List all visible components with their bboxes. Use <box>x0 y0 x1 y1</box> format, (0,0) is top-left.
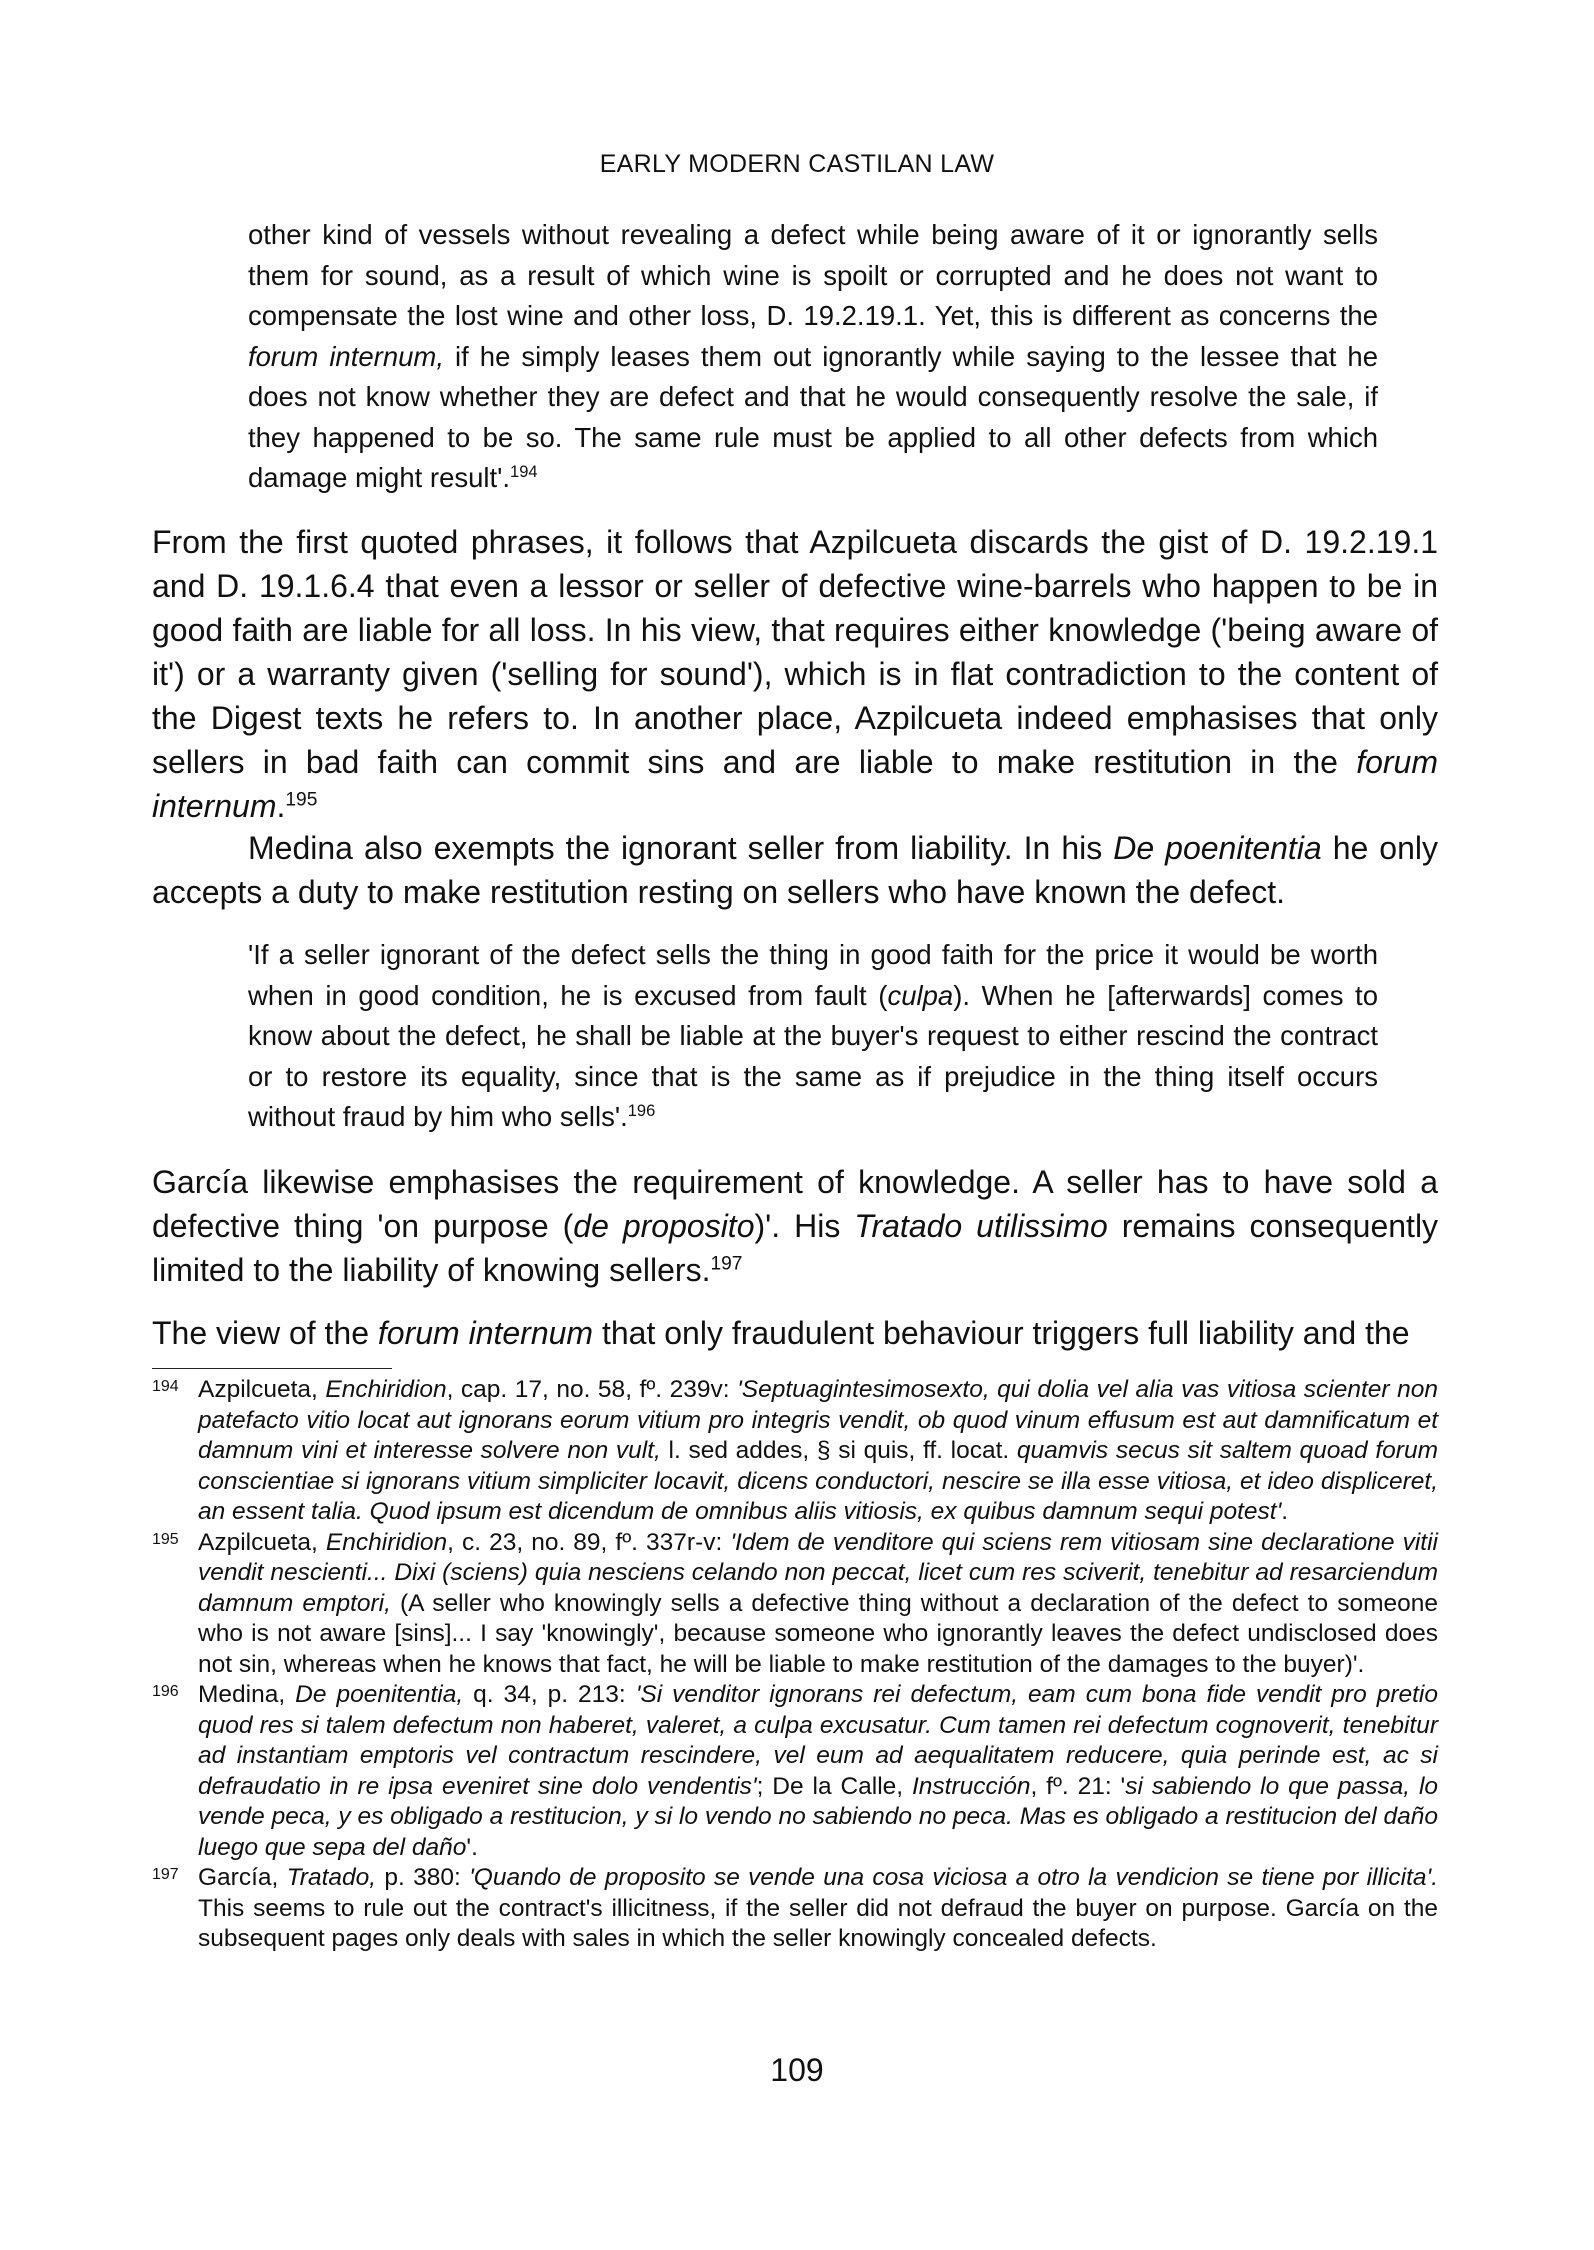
footnote-194: 194 Azpilcueta, Enchiridion, cap. 17, no. 58, fº. 239v: 'Septuagintesimosexto, qui dolia vel alia vas vitiosa scienter non patefacto vitio locat aut ignorans eorum vitium pro integris vendit, ob quod vinum effusum est aut damnificatum et damnum vini et interesse solvere non vult, l. sed addes, § si quis, ff. locat. quamvis secus sit saltem quoad forum conscientiae si ignorans vitium simpliciter locavit, dicens conductori, nescire se illa esse vitiosa, et ideo displiceret, an essent talia. Quod ipsum est dicendum de omnibus aliis vitiosis, ex quibus damnum sequi potest'. <box>152 1375 1438 1528</box>
footnotes <box>152 1375 1438 1955</box>
footnote-196: 196 Medina, De poenitentia, q. 34, p. 213: 'Si venditor ignorans rei defectum, eam cum bona fide vendit pro pretio quod res si talem defectum non haberet, valeret, a culpa excusatur. Cum tamen rei defectum cognoverit, tenebitur ad instantiam emptoris vel contractum rescindere, vel eum ad aequalitatem reducere, quia perinde est, ac si defraudatio in re ipsa eveniret sine dolo vendentis'; De la Calle, Instrucción, fº. 21: 'si sabiendo lo que passa, lo vende peca, y es obligado a restitucion, y si lo vendo no sabiendo no peca. Mas es obligado a restitucion del daño luego que sepa del daño'. <box>152 1680 1438 1863</box>
footnote-number: 197 <box>152 1866 179 1883</box>
footnote-197: 197 García, Tratado, p. 380: 'Quando de proposito se vende una cosa viciosa a otro la vendicion se tiene por illicita'. This seems to rule out the contract's illicitness, if the seller did not defraud the buyer on purpose. García on the subsequent pages only deals with sales in which the seller knowingly concealed defects. <box>152 1863 1438 1955</box>
block-quote-1: other kind of vessels without revealing a defect while being aware of it or ignorantly sells them for sound, as a result of which wine is spoilt or corrupted and he does not want to compensate the lost wine and other loss, D. 19.2.19.1. Yet, this is different as concerns the forum internum, if he simply leases them out ignorantly while saying to the lessee that he does not know whether they are defect and that he would consequently resolve the sale, if they happened to be so. The same rule must be applied to all other defects from which damage might result'.$^{194}$ <box>248 219 1379 493</box>
footnote-195: 195 Azpilcueta, Enchiridion, c. 23, no. 89, fº. 337r-v: 'Idem de venditore qui sciens rem vitiosam sine declaratione vitii vendit nescienti... Dixi (sciens) quia nesciens celando non peccat, licet cum res sciverit, tenebitur ad resarciendum damnum emptori, (A seller who knowingly sells a defective thing without a declaration of the defect to someone who is not aware [sins]... I say 'knowingly', because someone who ignorantly leaves the defect undisclosed does not sin, whereas when he knows that fact, he will be liable to make restitution of the damages to the buyer)'. <box>152 1528 1438 1681</box>
footnote-number: 196 <box>152 1683 179 1700</box>
footnote-ref-194[interactable]: 194 <box>510 462 538 481</box>
footnote-ref-197[interactable]: 197 <box>710 1253 743 1275</box>
paragraph-forum-internum: The view of the forum internum that only fraudulent behaviour triggers full liability and the <box>152 1315 1410 1351</box>
footnote-ref-195[interactable]: 195 <box>285 789 318 811</box>
paragraph-garcia: García likewise emphasises the requirement of knowledge. A seller has to have sold a defective thing 'on purpose (de proposito)'. His Tratado utilissimo remains consequently limited to the liability of knowing sellers.$^{197}$ <box>152 1164 1439 1288</box>
footnote-divider <box>152 1368 392 1369</box>
footnote-number: 194 <box>152 1378 179 1395</box>
block-quote-2: 'If a seller ignorant of the defect sells the thing in good faith for the price it would be worth when in good condition, he is excused from fault (culpa). When he [afterwards] comes to know about the defect, he shall be liable at the buyer's request to either rescind the contract or to restore its equality, since that is the same as if prejudice in the thing itself occurs without fraud by him who sells'.$^{196}$ <box>248 939 1378 1132</box>
footnote-number: 195 <box>152 1530 179 1548</box>
paragraph-medina: Medina also exempts the ignorant seller from liability. In his De poenitentia he only accepts a duty to make restitution resting on sellers who have known the defect. <box>152 830 1439 910</box>
paragraph-azpilcueta: From the first quoted phrases, it follows that Azpilcueta discards the gist of D. 19.2.19.1 and D. 19.1.6.4 that even a lessor or seller of defective wine-barrels who happen to be in good faith are liable for all loss. In his view, that requires either knowledge ('being aware of it') or a warranty given ('selling for sound'), which is in flat contradiction to the content of the Digest texts he refers to. In another place, Azpilcueta indeed emphasises that only sellers in bad faith can commit sins and are liable to make restitution in the forum internum.$^{195}$ <box>152 524 1438 824</box>
page-number: 109 <box>770 2052 824 2088</box>
footnote-ref-196[interactable]: 196 <box>627 1101 656 1120</box>
running-head: EARLY MODERN CASTILAN LAW <box>599 150 995 178</box>
